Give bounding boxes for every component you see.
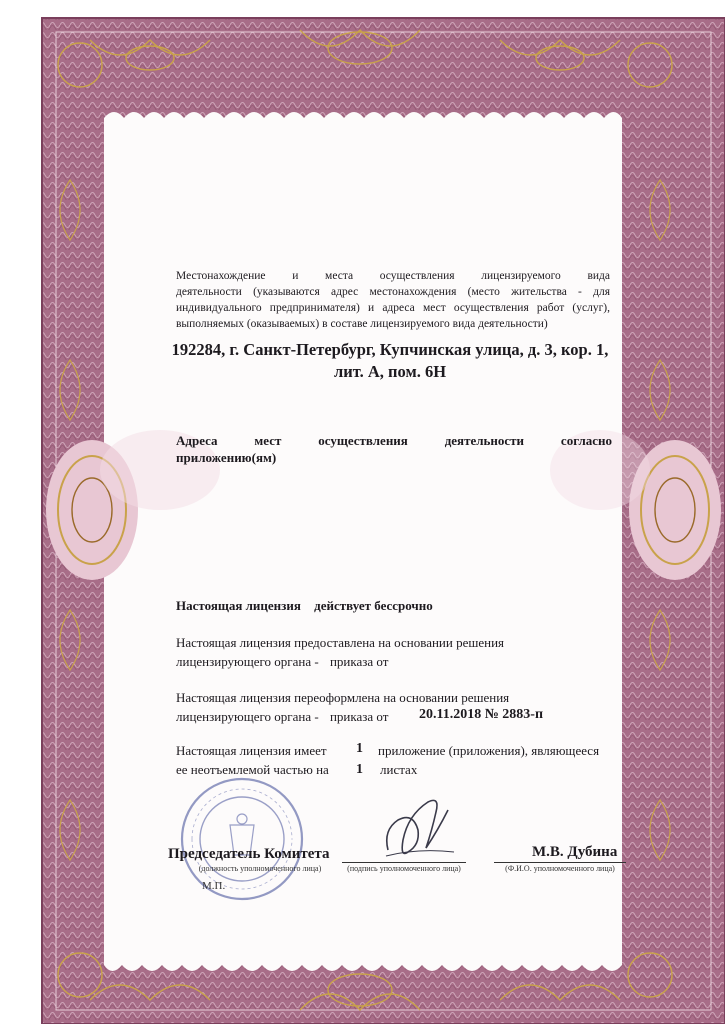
appendix-count: 1 <box>356 741 363 756</box>
appendix-text-1: приложение (приложения), являющееся <box>378 743 600 758</box>
grant-order-word: приказа от <box>329 654 389 669</box>
intro-line: деятельности (указываются адрес местонахождения (место жительства - для <box>176 286 610 298</box>
activity-addresses <box>176 432 612 466</box>
activity-line: приложению(ям) <box>176 450 277 465</box>
name-caption: (Ф.И.О. уполномоченного лица) <box>505 864 615 873</box>
stamp-place-label: М.П. <box>202 880 226 892</box>
grant-line-2 <box>176 652 388 671</box>
reissue-body-label: лицензирующего органа - <box>176 709 319 724</box>
signature-caption: (подпись уполномоченного лица) <box>347 864 461 873</box>
appendix-text-2: листах <box>380 762 418 777</box>
reissue-line: Настоящая лицензия переоформлена на основании решения <box>176 690 510 705</box>
address-line: лит. А, пом. 6Н <box>333 362 447 381</box>
intro-line: Местонахождение и места осуществления лицензируемого вида <box>176 270 610 282</box>
reissue-order-word: приказа от <box>329 709 389 724</box>
signatory-position: Председатель Комитета <box>168 846 330 862</box>
sheet-count: 1 <box>356 762 363 777</box>
signatory-name: М.В. Дубина <box>532 844 618 860</box>
name-line <box>494 862 626 863</box>
address-line: 192284, г. Санкт-Петербург, Купчинская улица, д. 3, кор. 1, <box>171 340 609 359</box>
validity-row <box>176 598 433 614</box>
reissue-line-2 <box>176 707 388 726</box>
grant-line: Настоящая лицензия предоставлена на основании решения <box>176 635 505 650</box>
license-address <box>110 339 670 383</box>
signature-line <box>342 862 466 863</box>
reissue-order-value: 20.11.2018 № 2883-п <box>419 707 544 722</box>
position-caption: (должность уполномоченного лица) <box>198 864 322 873</box>
intro-line: индивидуального предпринимателя) и адреса мест осуществления работ (услуг), <box>176 302 610 314</box>
appendix-label-1: Настоящая лицензия имеет <box>176 743 327 758</box>
validity-value: действует бессрочно <box>314 598 433 613</box>
grant-body-label: лицензирующего органа - <box>176 654 319 669</box>
intro-paragraph <box>176 268 610 332</box>
intro-line: выполняемых (оказываемых) в составе лицензируемого вида деятельности) <box>176 318 548 330</box>
validity-label: Настоящая лицензия <box>176 598 301 613</box>
activity-line: Адреса мест осуществления деятельности согласно <box>176 433 612 448</box>
appendix-label-2: ее неотъемлемой частью на <box>176 762 329 777</box>
